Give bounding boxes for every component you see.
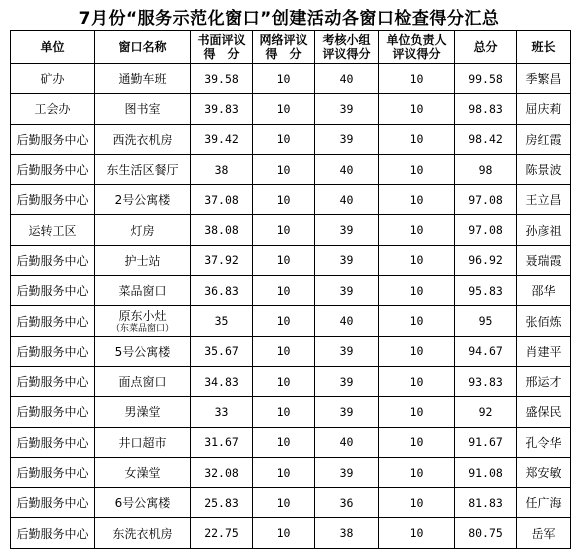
header-window-name: 窗口名称 <box>95 31 191 64</box>
cell-network-score: 10 <box>253 427 315 457</box>
cell-network-score: 10 <box>253 518 315 548</box>
cell-window-name <box>95 306 191 336</box>
header-network-score <box>253 31 315 64</box>
table-row <box>11 154 571 184</box>
cell-window-name: 东洗衣机房 <box>95 518 191 548</box>
cell-window-name: 通勤车班 <box>95 64 191 94</box>
cell-total: 99.58 <box>455 64 517 94</box>
cell-written-score: 22.75 <box>191 518 253 548</box>
cell-total: 81.83 <box>455 488 517 518</box>
cell-monitor: 任广海 <box>517 488 571 518</box>
cell-unit: 后勤服务中心 <box>11 427 95 457</box>
cell-monitor: 邵华 <box>517 276 571 306</box>
cell-window-name: 西洗衣机房 <box>95 124 191 154</box>
cell-leader-score: 10 <box>379 215 455 245</box>
table-row <box>11 215 571 245</box>
table-row <box>11 245 571 275</box>
cell-network-score: 10 <box>253 215 315 245</box>
table-row <box>11 457 571 487</box>
cell-total: 97.08 <box>455 215 517 245</box>
cell-team-score: 40 <box>315 154 379 184</box>
cell-window-name-sub: （东菜品窗口） <box>110 323 174 334</box>
page-title: 7月份“服务示范化窗口”创建活动各窗口检查得分汇总 <box>78 9 500 29</box>
cell-team-score: 39 <box>315 336 379 366</box>
header-team-score <box>315 31 379 64</box>
cell-window-name: 女澡堂 <box>95 457 191 487</box>
header-leader-line2: 评议得分 <box>392 47 441 61</box>
cell-network-score: 10 <box>253 154 315 184</box>
cell-total: 94.67 <box>455 336 517 366</box>
table-row <box>11 306 571 336</box>
cell-network-score: 10 <box>253 64 315 94</box>
cell-network-score: 10 <box>253 457 315 487</box>
cell-team-score: 36 <box>315 488 379 518</box>
cell-window-name: 男澡堂 <box>95 397 191 427</box>
cell-window-name: 面点窗口 <box>95 366 191 396</box>
cell-team-score: 39 <box>315 366 379 396</box>
cell-total: 91.08 <box>455 457 517 487</box>
cell-written-score: 32.08 <box>191 457 253 487</box>
cell-total: 91.67 <box>455 427 517 457</box>
table-row <box>11 366 571 396</box>
cell-team-score: 39 <box>315 94 379 124</box>
cell-monitor: 聂瑞霞 <box>517 245 571 275</box>
table-row <box>11 276 571 306</box>
cell-written-score: 35 <box>191 306 253 336</box>
header-network-line2: 得 分 <box>265 47 302 61</box>
cell-total: 93.83 <box>455 366 517 396</box>
header-written-line1: 书面评议 <box>197 33 246 47</box>
cell-team-score: 39 <box>315 245 379 275</box>
cell-leader-score: 10 <box>379 366 455 396</box>
header-written-score <box>191 31 253 64</box>
cell-total: 98.83 <box>455 94 517 124</box>
cell-team-score: 39 <box>315 124 379 154</box>
cell-monitor: 房红霞 <box>517 124 571 154</box>
cell-monitor: 岳军 <box>517 518 571 548</box>
table-row <box>11 336 571 366</box>
cell-team-score: 40 <box>315 64 379 94</box>
table-row <box>11 94 571 124</box>
cell-unit: 工会办 <box>11 94 95 124</box>
cell-unit: 后勤服务中心 <box>11 366 95 396</box>
cell-leader-score: 10 <box>379 154 455 184</box>
cell-unit: 后勤服务中心 <box>11 336 95 366</box>
cell-monitor: 孙彦祖 <box>517 215 571 245</box>
header-monitor: 班长 <box>517 31 571 64</box>
cell-leader-score: 10 <box>379 64 455 94</box>
cell-total: 96.92 <box>455 245 517 275</box>
cell-unit: 后勤服务中心 <box>11 306 95 336</box>
cell-unit: 后勤服务中心 <box>11 154 95 184</box>
cell-unit: 运转工区 <box>11 215 95 245</box>
cell-window-name: 6号公寓楼 <box>95 488 191 518</box>
cell-total: 80.75 <box>455 518 517 548</box>
cell-window-name: 5号公寓楼 <box>95 336 191 366</box>
cell-written-score: 35.67 <box>191 336 253 366</box>
cell-window-name: 图书室 <box>95 94 191 124</box>
cell-monitor: 季繁昌 <box>517 64 571 94</box>
header-unit: 单位 <box>11 31 95 64</box>
cell-monitor: 邢运才 <box>517 366 571 396</box>
cell-leader-score: 10 <box>379 185 455 215</box>
cell-total: 97.08 <box>455 185 517 215</box>
cell-leader-score: 10 <box>379 488 455 518</box>
header-total: 总分 <box>455 31 517 64</box>
cell-leader-score: 10 <box>379 427 455 457</box>
cell-window-name: 护士站 <box>95 245 191 275</box>
cell-leader-score: 10 <box>379 518 455 548</box>
cell-unit: 后勤服务中心 <box>11 518 95 548</box>
cell-written-score: 37.08 <box>191 185 253 215</box>
cell-written-score: 31.67 <box>191 427 253 457</box>
header-team-line2: 评议得分 <box>322 47 371 61</box>
cell-leader-score: 10 <box>379 457 455 487</box>
header-row <box>11 31 571 64</box>
cell-window-name: 2号公寓楼 <box>95 185 191 215</box>
cell-monitor: 屈庆莉 <box>517 94 571 124</box>
header-network-line1: 网络评议 <box>259 33 308 47</box>
cell-monitor: 郑安敏 <box>517 457 571 487</box>
cell-network-score: 10 <box>253 94 315 124</box>
cell-written-score: 36.83 <box>191 276 253 306</box>
header-leader-line1: 单位负责人 <box>386 33 447 47</box>
cell-monitor: 张佰炼 <box>517 306 571 336</box>
cell-team-score: 40 <box>315 427 379 457</box>
cell-team-score: 38 <box>315 518 379 548</box>
cell-total: 98 <box>455 154 517 184</box>
cell-network-score: 10 <box>253 397 315 427</box>
table-row <box>11 124 571 154</box>
cell-written-score: 39.42 <box>191 124 253 154</box>
cell-network-score: 10 <box>253 276 315 306</box>
cell-monitor: 肖建平 <box>517 336 571 366</box>
cell-team-score: 40 <box>315 306 379 336</box>
cell-leader-score: 10 <box>379 306 455 336</box>
cell-leader-score: 10 <box>379 94 455 124</box>
cell-window-name: 井口超市 <box>95 427 191 457</box>
cell-written-score: 37.92 <box>191 245 253 275</box>
cell-network-score: 10 <box>253 124 315 154</box>
cell-written-score: 25.83 <box>191 488 253 518</box>
cell-monitor: 盛保民 <box>517 397 571 427</box>
cell-written-score: 39.83 <box>191 94 253 124</box>
cell-unit: 后勤服务中心 <box>11 185 95 215</box>
cell-total: 92 <box>455 397 517 427</box>
cell-leader-score: 10 <box>379 276 455 306</box>
table-row <box>11 488 571 518</box>
cell-team-score: 39 <box>315 457 379 487</box>
cell-leader-score: 10 <box>379 245 455 275</box>
table-row <box>11 185 571 215</box>
cell-network-score: 10 <box>253 245 315 275</box>
cell-window-name: 灯房 <box>95 215 191 245</box>
cell-unit: 后勤服务中心 <box>11 276 95 306</box>
cell-written-score: 38 <box>191 154 253 184</box>
cell-unit: 矿办 <box>11 64 95 94</box>
cell-monitor: 陈景波 <box>517 154 571 184</box>
cell-window-name-main: 原东小灶 <box>118 308 167 323</box>
cell-written-score: 39.58 <box>191 64 253 94</box>
cell-total: 95 <box>455 306 517 336</box>
cell-team-score: 39 <box>315 276 379 306</box>
cell-total: 95.83 <box>455 276 517 306</box>
cell-unit: 后勤服务中心 <box>11 124 95 154</box>
cell-team-score: 39 <box>315 215 379 245</box>
table-row <box>11 427 571 457</box>
table-row <box>11 397 571 427</box>
cell-unit: 后勤服务中心 <box>11 397 95 427</box>
cell-network-score: 10 <box>253 488 315 518</box>
cell-written-score: 33 <box>191 397 253 427</box>
cell-unit: 后勤服务中心 <box>11 457 95 487</box>
cell-written-score: 34.83 <box>191 366 253 396</box>
cell-window-name: 菜品窗口 <box>95 276 191 306</box>
cell-team-score: 40 <box>315 185 379 215</box>
header-leader-score <box>379 31 455 64</box>
cell-unit: 后勤服务中心 <box>11 488 95 518</box>
score-table <box>10 30 571 549</box>
cell-written-score: 38.08 <box>191 215 253 245</box>
table-row <box>11 518 571 548</box>
header-team-line1: 考核小组 <box>322 33 371 47</box>
cell-network-score: 10 <box>253 366 315 396</box>
cell-leader-score: 10 <box>379 124 455 154</box>
cell-network-score: 10 <box>253 306 315 336</box>
cell-network-score: 10 <box>253 185 315 215</box>
cell-leader-score: 10 <box>379 336 455 366</box>
table-row <box>11 64 571 94</box>
cell-network-score: 10 <box>253 336 315 366</box>
cell-monitor: 王立昌 <box>517 185 571 215</box>
cell-unit: 后勤服务中心 <box>11 245 95 275</box>
cell-window-name: 东生活区餐厅 <box>95 154 191 184</box>
cell-leader-score: 10 <box>379 397 455 427</box>
cell-monitor: 孔令华 <box>517 427 571 457</box>
cell-team-score: 39 <box>315 397 379 427</box>
header-written-line2: 得 分 <box>203 47 240 61</box>
cell-total: 98.42 <box>455 124 517 154</box>
